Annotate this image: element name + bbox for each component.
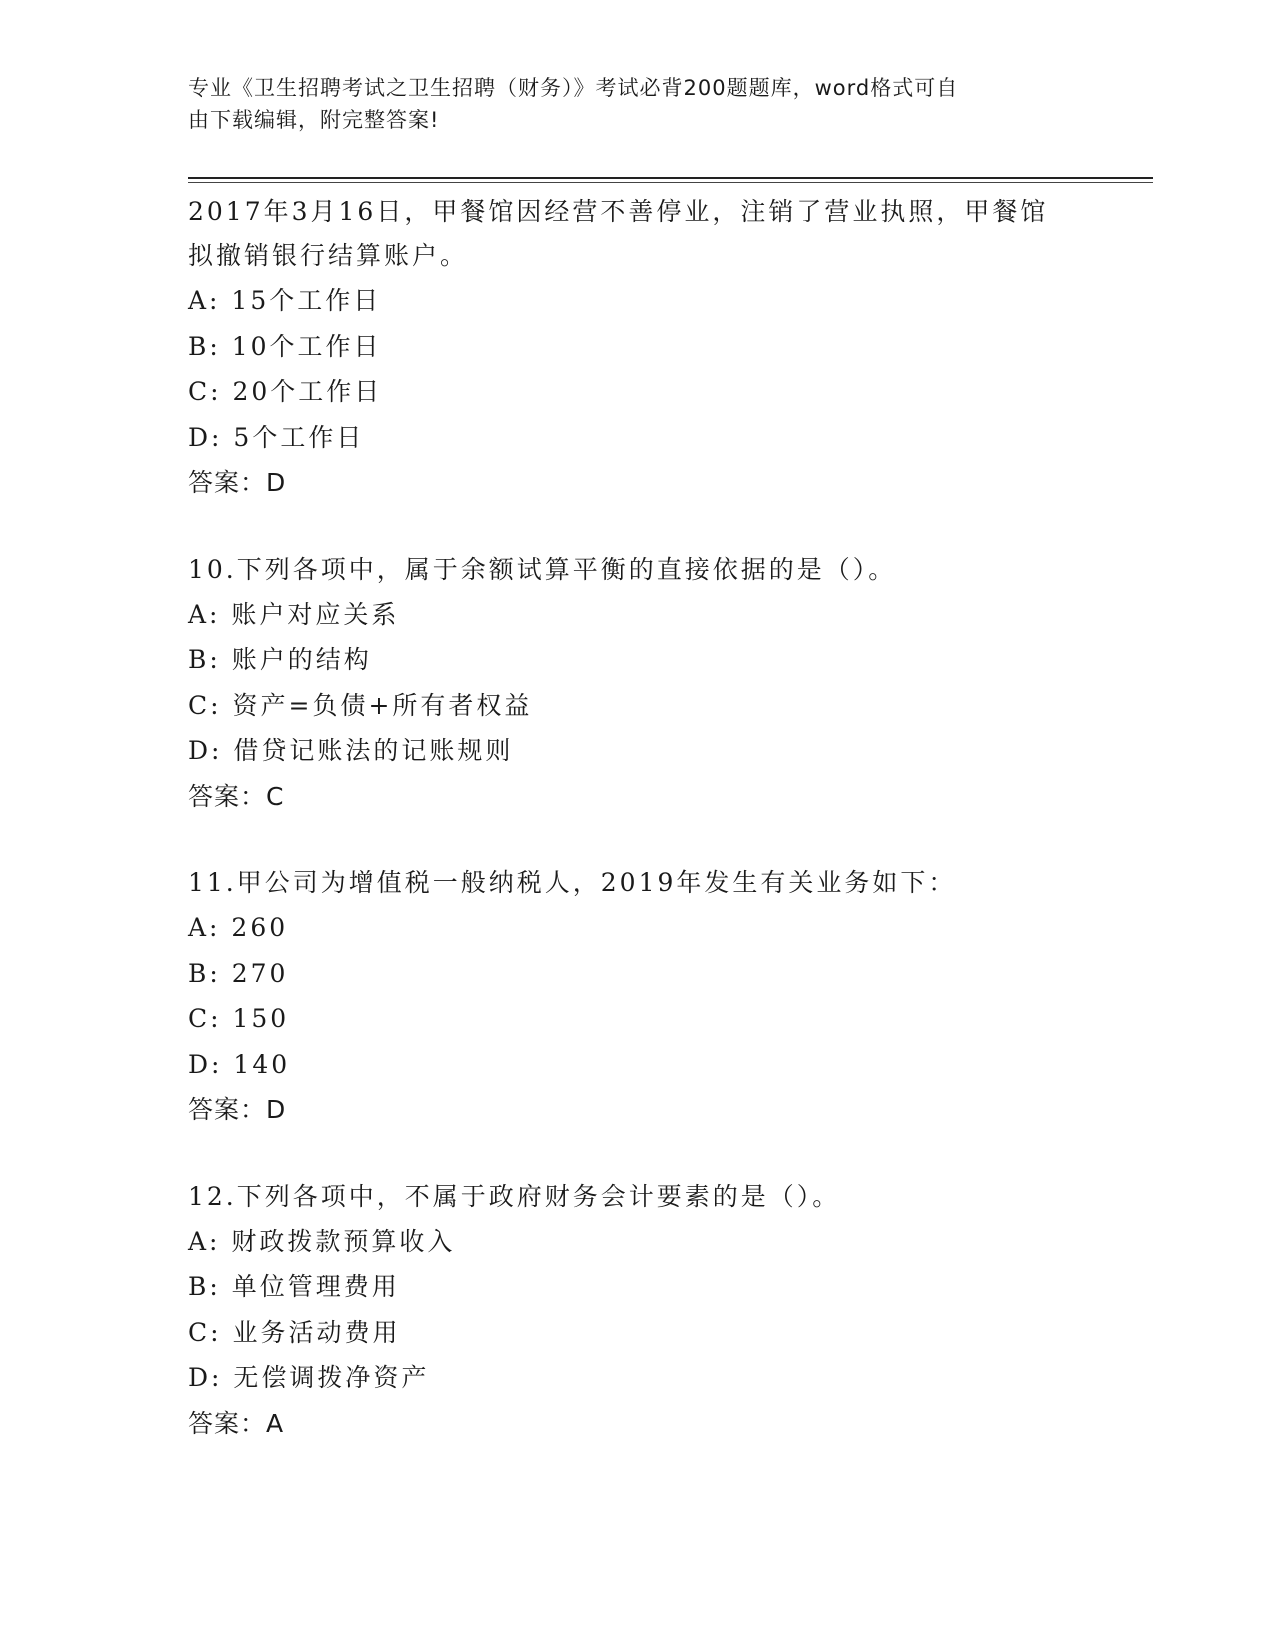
option-d: D: 140 xyxy=(188,1049,291,1079)
option-c: C: 20个工作日 xyxy=(188,377,383,406)
header-divider-thick xyxy=(188,177,1153,179)
option-c: C: 资产=负债+所有者权益 xyxy=(188,690,533,720)
document-header xyxy=(188,72,1088,136)
option-b: B: 10个工作日 xyxy=(188,331,382,361)
header-divider-thin xyxy=(188,182,1153,183)
option-d: D: 借贷记账法的记账规则 xyxy=(188,736,514,765)
option-c: C: 业务活动费用 xyxy=(188,1317,401,1347)
question-block xyxy=(188,1175,1088,1447)
question-block xyxy=(188,861,1088,1133)
option-b: B: 账户的结构 xyxy=(188,645,372,674)
answer-line: 答案：C xyxy=(188,781,285,811)
question-stem-continued: 拟撤销银行结算账户。 xyxy=(188,241,469,270)
option-b: B: 单位管理费用 xyxy=(188,1272,400,1301)
option-a: A: 账户对应关系 xyxy=(188,599,400,629)
option-c: C: 150 xyxy=(188,1004,290,1033)
answer-line: 答案：A xyxy=(188,1408,285,1438)
option-a: A: 15个工作日 xyxy=(188,286,382,315)
question-block xyxy=(188,548,1088,820)
option-d: D: 5个工作日 xyxy=(188,422,365,452)
question-stem: 10.下列各项中，属于余额试算平衡的直接依据的是（）。 xyxy=(188,554,897,584)
answer-line: 答案：D xyxy=(188,1095,287,1124)
header-line-1: 专业《卫生招聘考试之卫生招聘（财务）》考试必背200题题库，word格式可自 xyxy=(188,76,959,100)
question-stem: 11.甲公司为增值税一般纳税人，2019年发生有关业务如下： xyxy=(188,868,957,897)
question-list xyxy=(188,190,1088,1446)
question-stem: 12.下列各项中，不属于政府财务会计要素的是（）。 xyxy=(188,1181,841,1211)
option-a: A: 260 xyxy=(188,913,289,942)
option-a: A: 财政拨款预算收入 xyxy=(188,1226,456,1256)
option-b: B: 270 xyxy=(188,958,289,988)
option-d: D: 无偿调拨净资产 xyxy=(188,1363,430,1392)
question-stem: 2017年3月16日，甲餐馆因经营不善停业，注销了营业执照，甲餐馆 xyxy=(188,197,1049,226)
answer-line: 答案：D xyxy=(188,468,287,497)
header-line-2: 由下载编辑，附完整答案! xyxy=(188,108,440,132)
question-block xyxy=(188,190,1088,506)
